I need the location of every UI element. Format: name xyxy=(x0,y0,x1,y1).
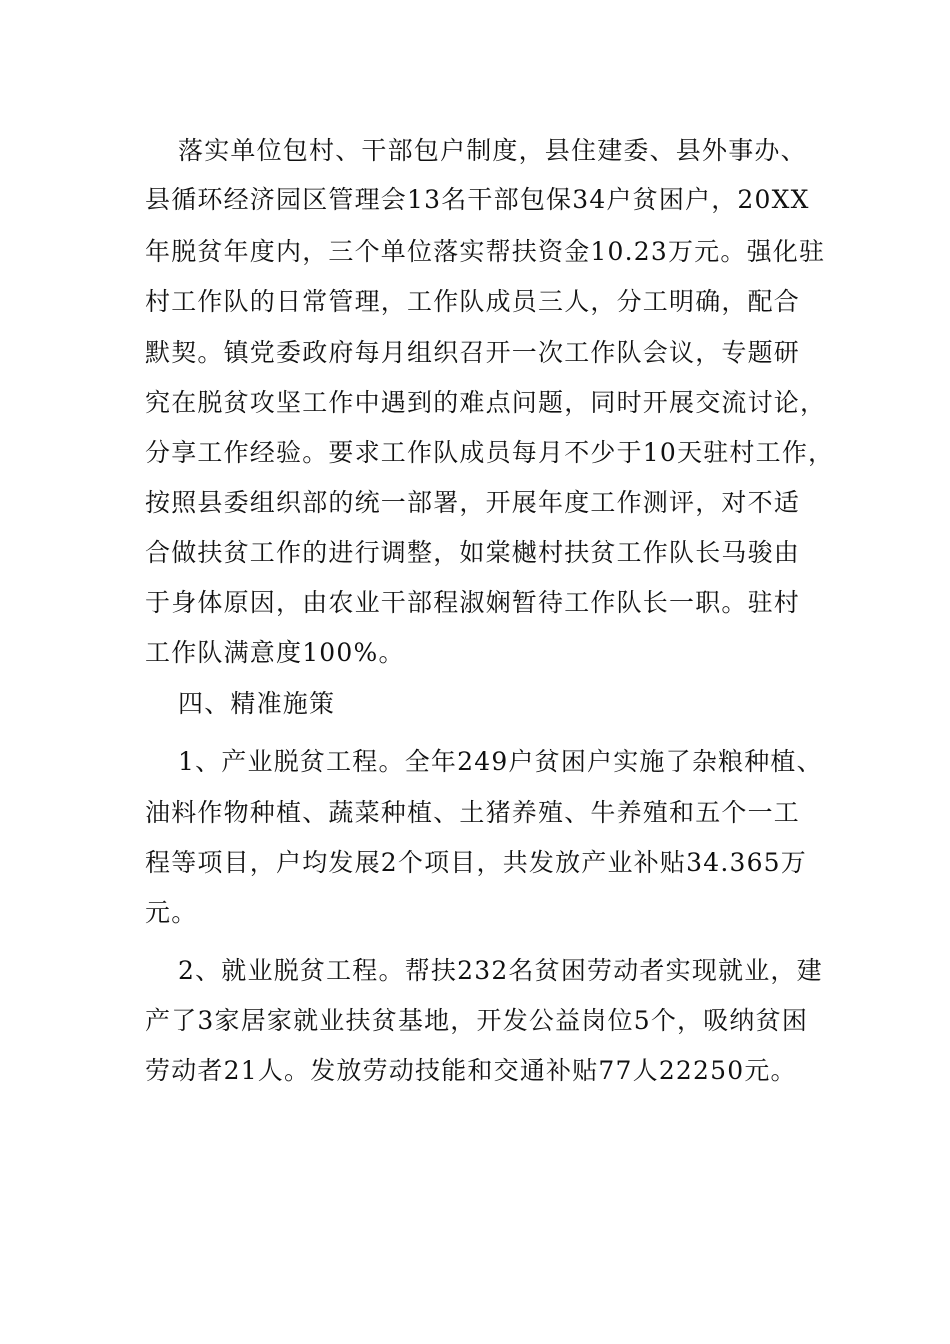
paragraph-line: 于身体原因，由农业干部程淑娴暂待工作队长一职。驻村 xyxy=(145,588,801,617)
section-heading: 四、精准施策 xyxy=(178,689,336,718)
paragraph-line: 油料作物种植、蔬菜种植、土猪养殖、牛养殖和五个一工 xyxy=(145,798,801,827)
paragraph-line: 村工作队的日常管理，工作队成员三人，分工明确，配合 xyxy=(145,287,801,316)
paragraph-line: 劳动者21人。发放劳动技能和交通补贴77人22250元。 xyxy=(145,1056,797,1085)
paragraph-line: 元。 xyxy=(145,898,198,927)
paragraph-line: 产了3家居家就业扶贫基地，开发公益岗位5个，吸纳贫困 xyxy=(145,1006,809,1035)
paragraph-line: 分享工作经验。要求工作队成员每月不少于10天驻村工作， xyxy=(145,438,835,467)
paragraph-line: 县循环经济园区管理会13名干部包保34户贫困户，20XX xyxy=(145,185,810,214)
paragraph-line: 究在脱贫攻坚工作中遇到的难点问题，同时开展交流讨论， xyxy=(145,388,827,417)
paragraph-line: 默契。镇党委政府每月组织召开一次工作队会议，专题研 xyxy=(145,338,801,367)
paragraph-line: 落实单位包村、干部包户制度，县住建委、县外事办、 xyxy=(178,136,807,165)
paragraph-line: 年脱贫年度内，三个单位落实帮扶资金10.23万元。强化驻 xyxy=(145,237,826,266)
paragraph-line: 按照县委组织部的统一部署，开展年度工作测评，对不适 xyxy=(145,488,801,517)
paragraph-line: 合做扶贫工作的进行调整，如棠樾村扶贫工作队长马骏由 xyxy=(145,538,801,567)
paragraph-line: 工作队满意度100%。 xyxy=(145,638,405,667)
paragraph-line: 1、产业脱贫工程。全年249户贫困户实施了杂粮种植、 xyxy=(178,747,823,776)
paragraph-line: 程等项目，户均发展2个项目，共发放产业补贴34.365万 xyxy=(145,848,807,877)
paragraph-line: 2、就业脱贫工程。帮扶232名贫困劳动者实现就业，建 xyxy=(178,956,823,985)
